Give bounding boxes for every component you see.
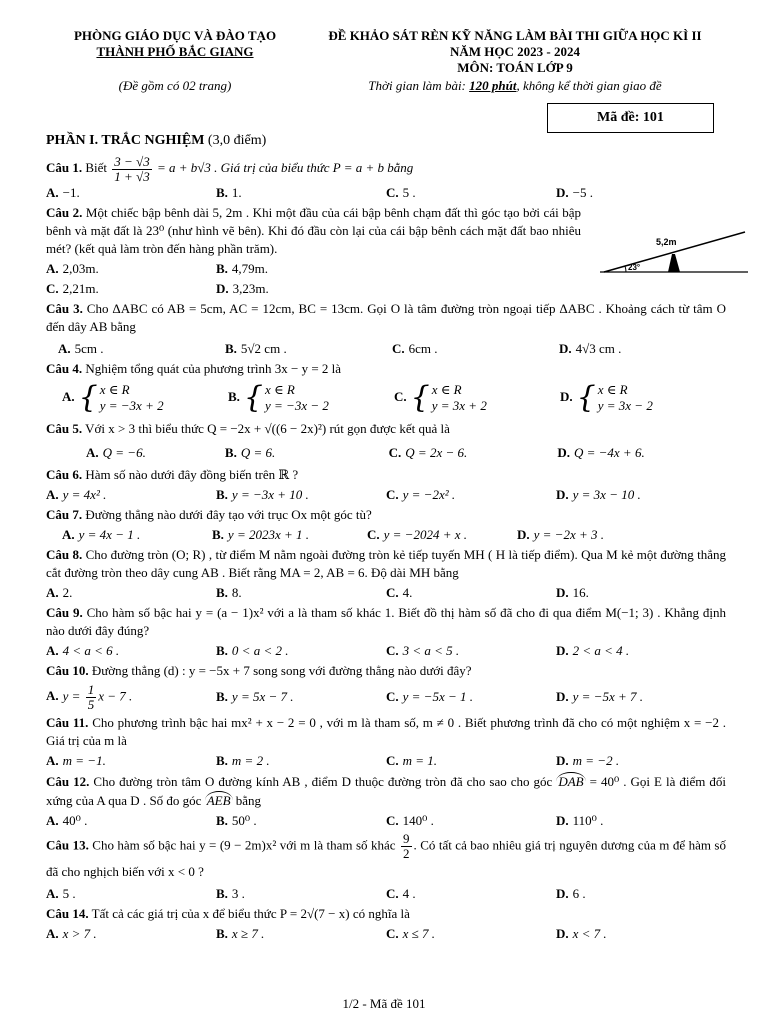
option-c[interactable] — [386, 184, 556, 202]
option-text: x ≥ 7 . — [231, 926, 265, 941]
option-letter: D. — [556, 689, 569, 704]
option-a[interactable] — [46, 642, 216, 660]
page-count-note: (Đề gồm có 02 trang) — [118, 78, 232, 93]
option-letter: A. — [62, 388, 75, 404]
options-q2-row1 — [46, 260, 726, 278]
page-footer: 1/2 - Mã đề 101 — [342, 996, 426, 1011]
option-c[interactable] — [386, 642, 556, 660]
exam-title: ĐỀ KHẢO SÁT RÈN KỸ NĂNG LÀM BÀI THI GIỮA HỌC KÌ II — [328, 28, 702, 43]
question-number: Câu 11. — [46, 715, 89, 730]
option-c[interactable] — [386, 752, 556, 770]
option-b[interactable] — [216, 184, 386, 202]
question-number: Câu 10. — [46, 663, 89, 678]
option-text: 110⁰ . — [572, 813, 604, 828]
option-text: 50⁰ . — [231, 813, 257, 828]
option-letter: C. — [386, 643, 399, 658]
brace-icon: { — [410, 380, 430, 415]
option-text: Q = 6. — [240, 445, 276, 460]
brace-icon: { — [576, 380, 596, 415]
equation-system — [577, 382, 653, 414]
option-c[interactable] — [386, 486, 556, 504]
option-letter: B. — [224, 445, 237, 460]
question-8 — [46, 546, 726, 582]
option-text: y = — [62, 687, 84, 703]
city-name-text: THÀNH PHỐ BẮC GIANG — [96, 44, 254, 59]
option-a[interactable] — [46, 752, 216, 770]
option-letter: A. — [46, 813, 59, 828]
question-text: Cho đường tròn (O; R) , từ điểm M nằm ngoài đường tròn kẻ tiếp tuyến MH ( H là tiếp điểm). Qua M kẻ một đường thẳng cắt đường tròn theo dây cung AB . Biết rằng MA = 2, AB = 6. Độ dài MH bằng — [46, 547, 726, 580]
option-text: y = −5x − 1 . — [402, 689, 473, 704]
option-text: 0 < a < 2 . — [231, 643, 289, 658]
angle-label: 23° — [628, 263, 641, 272]
option-letter: D. — [556, 813, 569, 828]
question-3 — [46, 300, 726, 336]
option-letter: C. — [386, 585, 399, 600]
question-text: bằng — [232, 793, 262, 808]
option-text: 3 < a < 5 . — [402, 643, 460, 658]
option-text: 6 . — [572, 886, 586, 901]
question-number: Câu 6. — [46, 467, 83, 482]
option-a[interactable] — [58, 340, 225, 358]
equation-system — [79, 382, 164, 414]
question-text: Nghiệm tổng quát của phương trình 3x − y = 2 là — [82, 361, 342, 376]
option-text: y = −2x² . — [402, 487, 456, 502]
question-text: Cho hàm số bậc hai y = (a − 1)x² với a là tham số khác 1. Biết đồ thị hàm số đã cho đi qua điểm M(−1; 3) . Khẳng định nào dưới đây đúng? — [46, 605, 726, 638]
option-b[interactable] — [216, 925, 386, 943]
option-a[interactable] — [46, 184, 216, 202]
options-q7 — [46, 526, 726, 544]
question-text: = 40⁰ . Gọi E là điểm đối xứng của A qua D . Số đo góc — [46, 774, 726, 808]
denominator: 2 — [403, 846, 410, 861]
option-letter: B. — [216, 261, 228, 276]
option-c[interactable] — [386, 688, 556, 706]
option-text: x ≤ 7 . — [402, 926, 436, 941]
subject: MÔN: TOÁN LỚP 9 — [457, 60, 573, 75]
questions-list — [46, 154, 726, 945]
question-number: Câu 3. — [46, 301, 83, 316]
option-text: 6cm . — [408, 341, 438, 356]
option-letter: A. — [58, 341, 71, 356]
options-q6 — [46, 486, 726, 504]
school-year: NĂM HỌC 2023 - 2024 — [450, 44, 580, 59]
question-number: Câu 12. — [46, 774, 90, 789]
option-c[interactable] — [386, 584, 556, 602]
option-d[interactable] — [216, 280, 386, 298]
question-text: Đường thẳng nào dưới đây tạo với trục Ox một góc tù? — [82, 507, 372, 522]
option-letter: C. — [386, 753, 399, 768]
time-suffix: , không kể thời gian giao đề — [516, 78, 662, 93]
option-a[interactable] — [46, 260, 216, 278]
system-row-1: x ∈ R — [431, 382, 462, 397]
question-text: Cho đường tròn tâm O đường kính AB , điểm D thuộc đường tròn đã cho sao cho góc — [89, 774, 557, 789]
option-text: m = 2 . — [231, 753, 270, 768]
option-text: Q = −6. — [102, 445, 146, 460]
numerator: 9 — [403, 831, 410, 846]
option-text: m = 1. — [402, 753, 438, 768]
angle-notation: AEB — [206, 793, 231, 808]
option-text: 4√3 cm . — [575, 341, 622, 356]
options-q11 — [46, 752, 726, 770]
option-text: 5 . — [402, 185, 416, 200]
question-text: Tất cả các giá trị của x để biểu thức P = 2√(7 − x) có nghĩa là — [88, 906, 410, 921]
option-b[interactable] — [216, 642, 386, 660]
time-duration: 120 phút — [469, 78, 517, 93]
denominator: 1 + √3 — [114, 168, 150, 184]
question-number: Câu 5. — [46, 421, 83, 436]
option-text: −5 . — [572, 185, 593, 200]
option-a[interactable] — [46, 486, 216, 504]
question-7 — [46, 506, 726, 524]
option-letter: D. — [216, 281, 229, 296]
question-1 — [46, 154, 726, 182]
question-number: Câu 14. — [46, 906, 89, 921]
option-letter: B. — [216, 585, 228, 600]
option-b[interactable] — [225, 340, 392, 358]
question-number: Câu 1. — [46, 160, 83, 175]
question-text: . Có tất cả bao nhiêu giá trị nguyên dương của m để hàm số đã cho nghịch biến với x < 0 ? — [46, 837, 726, 879]
option-letter: B. — [216, 926, 228, 941]
system-row-1: x ∈ R — [597, 382, 628, 397]
option-b[interactable] — [216, 885, 386, 903]
option-letter: B. — [216, 643, 228, 658]
option-c[interactable] — [392, 340, 559, 358]
option-b[interactable] — [216, 260, 386, 278]
options-q2-row2 — [46, 280, 726, 298]
option-letter: D. — [559, 341, 572, 356]
option-a[interactable] — [62, 526, 212, 544]
option-text: 140⁰ . — [402, 813, 434, 828]
question-9 — [46, 604, 726, 640]
option-text: 4,79m. — [231, 261, 269, 276]
question-text: Cho hàm số bậc hai y = (9 − 2m)x² với m là tham số khác — [88, 837, 400, 853]
question-number: Câu 13. — [46, 837, 89, 853]
option-a[interactable] — [46, 925, 216, 943]
system-row-2: y = −3x + 2 — [99, 398, 164, 413]
option-letter: A. — [62, 527, 75, 542]
question-11 — [46, 714, 726, 750]
fraction — [86, 683, 97, 712]
system-row-2: y = 3x − 2 — [597, 398, 653, 413]
time-prefix: Thời gian làm bài: — [368, 78, 470, 93]
option-d[interactable] — [556, 925, 726, 943]
option-d[interactable] — [559, 340, 726, 358]
option-text: m = −2 . — [572, 753, 620, 768]
option-text: 1. — [231, 185, 242, 200]
option-text: 2,03m. — [62, 261, 99, 276]
question-number: Câu 2. — [46, 205, 83, 220]
options-q5 — [46, 444, 726, 462]
option-text: 5√2 cm . — [240, 341, 287, 356]
question-text: Một chiếc bập bênh dài 5, 2m . Khi một đầu của cái bập bênh chạm đất thì góc tạo bởi cái bập bênh và mặt đất là 23⁰ (như hình vẽ bên). Khi đó đầu còn lại của cái bập bênh cách mặt đất bao nhiêu mét? (kết quả làm tròn đến hàng phần trăm). — [46, 205, 581, 256]
options-q9 — [46, 642, 726, 660]
exam-code-box: Mã đề: 101 — [547, 103, 714, 133]
option-text: 4. — [402, 585, 413, 600]
option-d[interactable] — [556, 688, 726, 706]
options-q13 — [46, 885, 726, 903]
brace-icon: { — [78, 380, 98, 415]
option-d[interactable] — [556, 885, 726, 903]
option-letter: A. — [46, 643, 59, 658]
city-name — [40, 44, 310, 60]
option-c[interactable] — [386, 885, 556, 903]
option-letter: B. — [216, 886, 228, 901]
option-b[interactable] — [225, 444, 389, 462]
option-text: 2 < a < 4 . — [572, 643, 630, 658]
option-text: 8. — [231, 585, 242, 600]
options-q12 — [46, 812, 726, 830]
option-text: y = 4x − 1 . — [78, 527, 141, 542]
question-13 — [46, 832, 726, 883]
option-letter: C. — [392, 341, 405, 356]
question-text: Hàm số nào dưới đây đồng biến trên ℝ ? — [82, 467, 299, 482]
fraction — [112, 155, 151, 184]
option-letter: B. — [212, 527, 224, 542]
option-text: Q = 2x − 6. — [405, 445, 468, 460]
section-title-text: PHẦN I. TRẮC NGHIỆM — [46, 133, 205, 148]
option-b[interactable] — [216, 486, 386, 504]
option-text: 4 < a < 6 . — [62, 643, 120, 658]
numerator: 1 — [87, 681, 95, 697]
option-c[interactable] — [386, 925, 556, 943]
option-letter: B. — [216, 813, 228, 828]
question-number: Câu 4. — [46, 361, 83, 376]
option-letter: C. — [386, 487, 399, 502]
option-text: 16. — [572, 585, 589, 600]
option-text: 5cm . — [74, 341, 104, 356]
option-letter: A. — [46, 487, 59, 502]
question-number: Câu 8. — [46, 547, 83, 562]
option-c[interactable] — [367, 526, 517, 544]
question-number: Câu 9. — [46, 605, 83, 620]
question-text: Cho phương trình bậc hai mx² + x − 2 = 0 , với m là tham số, m ≠ 0 . Biết phương trình đã cho có một nghiệm x = −2 . Giá trị của m là — [46, 715, 726, 748]
option-letter: B. — [216, 753, 228, 768]
option-text: 2,21m. — [62, 281, 99, 296]
option-text: Q = −4x + 6. — [573, 445, 645, 460]
option-letter: C. — [386, 926, 399, 941]
option-letter: D. — [560, 388, 573, 404]
system-row-2: y = 3x + 2 — [431, 398, 487, 413]
denominator: 5 — [87, 696, 95, 712]
option-a[interactable] — [86, 444, 225, 462]
option-letter: A. — [86, 445, 99, 460]
option-text: y = 3x − 10 . — [572, 487, 641, 502]
option-letter: D. — [556, 185, 569, 200]
options-q8 — [46, 584, 726, 602]
option-letter: A. — [46, 687, 59, 703]
question-10 — [46, 662, 726, 680]
system-row-2: y = −3x − 2 — [265, 398, 329, 413]
question-12 — [46, 772, 726, 810]
question-text: Với x > 3 thì biểu thức Q = −2x + √((6 − 2x)²) rút gọn được kết quả là — [82, 421, 450, 436]
option-letter: A. — [46, 886, 59, 901]
option-letter: D. — [556, 886, 569, 901]
option-text: 3,23m. — [232, 281, 269, 296]
question-text: Đường thẳng (d) : y = −5x + 7 song song với đường thẳng nào dưới đây? — [88, 663, 472, 678]
option-text: 5 . — [62, 886, 76, 901]
option-text: y = 5x − 7 . — [231, 689, 294, 704]
brace-icon: { — [243, 380, 264, 415]
option-letter: C. — [46, 281, 59, 296]
option-b[interactable] — [216, 584, 386, 602]
option-text: 4 . — [402, 886, 416, 901]
system-row-1: x ∈ R — [99, 382, 130, 397]
option-letter: D. — [557, 445, 570, 460]
option-b[interactable] — [216, 752, 386, 770]
option-d[interactable] — [556, 584, 726, 602]
option-c[interactable] — [46, 280, 216, 298]
option-c[interactable] — [394, 382, 560, 414]
option-letter: B. — [228, 388, 240, 404]
option-text: y = −2x + 3 . — [533, 527, 604, 542]
option-letter: D. — [556, 643, 569, 658]
question-text: Biết — [82, 160, 111, 175]
option-a[interactable] — [46, 683, 216, 712]
option-letter: C. — [386, 185, 399, 200]
option-text: x − 7 . — [98, 687, 133, 703]
option-d[interactable] — [560, 382, 726, 414]
option-letter: B. — [225, 341, 237, 356]
option-a[interactable] — [46, 812, 216, 830]
fraction — [401, 832, 412, 861]
option-text: 3 . — [231, 886, 245, 901]
option-d[interactable] — [556, 752, 726, 770]
option-d[interactable] — [556, 812, 726, 830]
option-letter: C. — [388, 445, 402, 460]
option-text: y = 4x² . — [62, 487, 107, 502]
question-text: Cho ΔABC có AB = 5cm, AC = 12cm, BC = 13cm. Gọi O là tâm đường tròn ngoại tiếp ΔABC . Khoảng cách từ tâm O đến dây AB bằng — [46, 301, 726, 334]
option-letter: A. — [46, 185, 59, 200]
option-b[interactable] — [216, 812, 386, 830]
question-14 — [46, 905, 726, 923]
option-letter: C. — [386, 813, 399, 828]
question-4 — [46, 360, 726, 378]
exam-header — [0, 28, 768, 98]
option-letter: B. — [216, 689, 228, 704]
options-q3 — [46, 340, 726, 358]
option-text: 40⁰ . — [62, 813, 88, 828]
option-letter: A. — [46, 926, 59, 941]
section-points: (3,0 điểm) — [204, 133, 267, 148]
option-c[interactable] — [386, 812, 556, 830]
option-a[interactable] — [62, 382, 228, 414]
option-text: y = −3x + 10 . — [231, 487, 309, 502]
option-d[interactable] — [556, 642, 726, 660]
equation-system — [411, 382, 487, 414]
question-2 — [46, 204, 581, 258]
option-text: y = 2023x + 1 . — [227, 527, 310, 542]
option-d[interactable] — [556, 486, 726, 504]
options-q14 — [46, 925, 726, 943]
section-title — [46, 133, 266, 149]
angle-notation: DAB — [558, 774, 584, 789]
option-letter: C. — [367, 527, 380, 542]
option-letter: D. — [556, 753, 569, 768]
option-a[interactable] — [46, 584, 216, 602]
option-letter: D. — [517, 527, 530, 542]
option-letter: D. — [556, 487, 569, 502]
options-q10 — [46, 682, 726, 712]
question-number: Câu 7. — [46, 507, 83, 522]
option-letter: B. — [216, 185, 228, 200]
numerator: 3 − √3 — [114, 153, 150, 169]
question-6 — [46, 466, 726, 484]
option-text: x < 7 . — [572, 926, 607, 941]
options-q1 — [46, 184, 726, 202]
option-letter: C. — [386, 886, 399, 901]
question-5 — [46, 420, 726, 438]
department-name: PHÒNG GIÁO DỤC VÀ ĐÀO TẠO — [73, 28, 277, 43]
option-letter: A. — [46, 261, 59, 276]
option-d[interactable] — [557, 444, 726, 462]
option-text: y = −5x + 7 . — [572, 689, 643, 704]
options-q4 — [46, 382, 726, 414]
option-text: m = −1. — [62, 753, 106, 768]
option-letter: B. — [216, 487, 228, 502]
option-letter: D. — [556, 585, 569, 600]
option-letter: D. — [556, 926, 569, 941]
option-d[interactable] — [517, 526, 687, 544]
option-b[interactable] — [228, 382, 394, 414]
system-row-1: x ∈ R — [265, 382, 295, 397]
option-text: 2. — [62, 585, 73, 600]
option-b[interactable] — [212, 526, 367, 544]
time-note — [300, 78, 730, 94]
option-b[interactable] — [216, 688, 386, 706]
option-letter: C. — [394, 388, 407, 404]
option-letter: A. — [46, 585, 59, 600]
option-letter: A. — [46, 753, 59, 768]
length-label: 5,2m — [656, 237, 677, 247]
equation-system — [244, 382, 329, 414]
option-d[interactable] — [556, 184, 726, 202]
option-text: x > 7 . — [62, 926, 97, 941]
option-text: −1. — [62, 185, 80, 200]
option-c[interactable] — [389, 444, 558, 462]
question-text: = a + b√3 . Giá trị của biểu thức P = a + b bằng — [153, 160, 414, 175]
option-a[interactable] — [46, 885, 216, 903]
option-letter: C. — [386, 689, 399, 704]
option-text: y = −2024 + x . — [383, 527, 467, 542]
